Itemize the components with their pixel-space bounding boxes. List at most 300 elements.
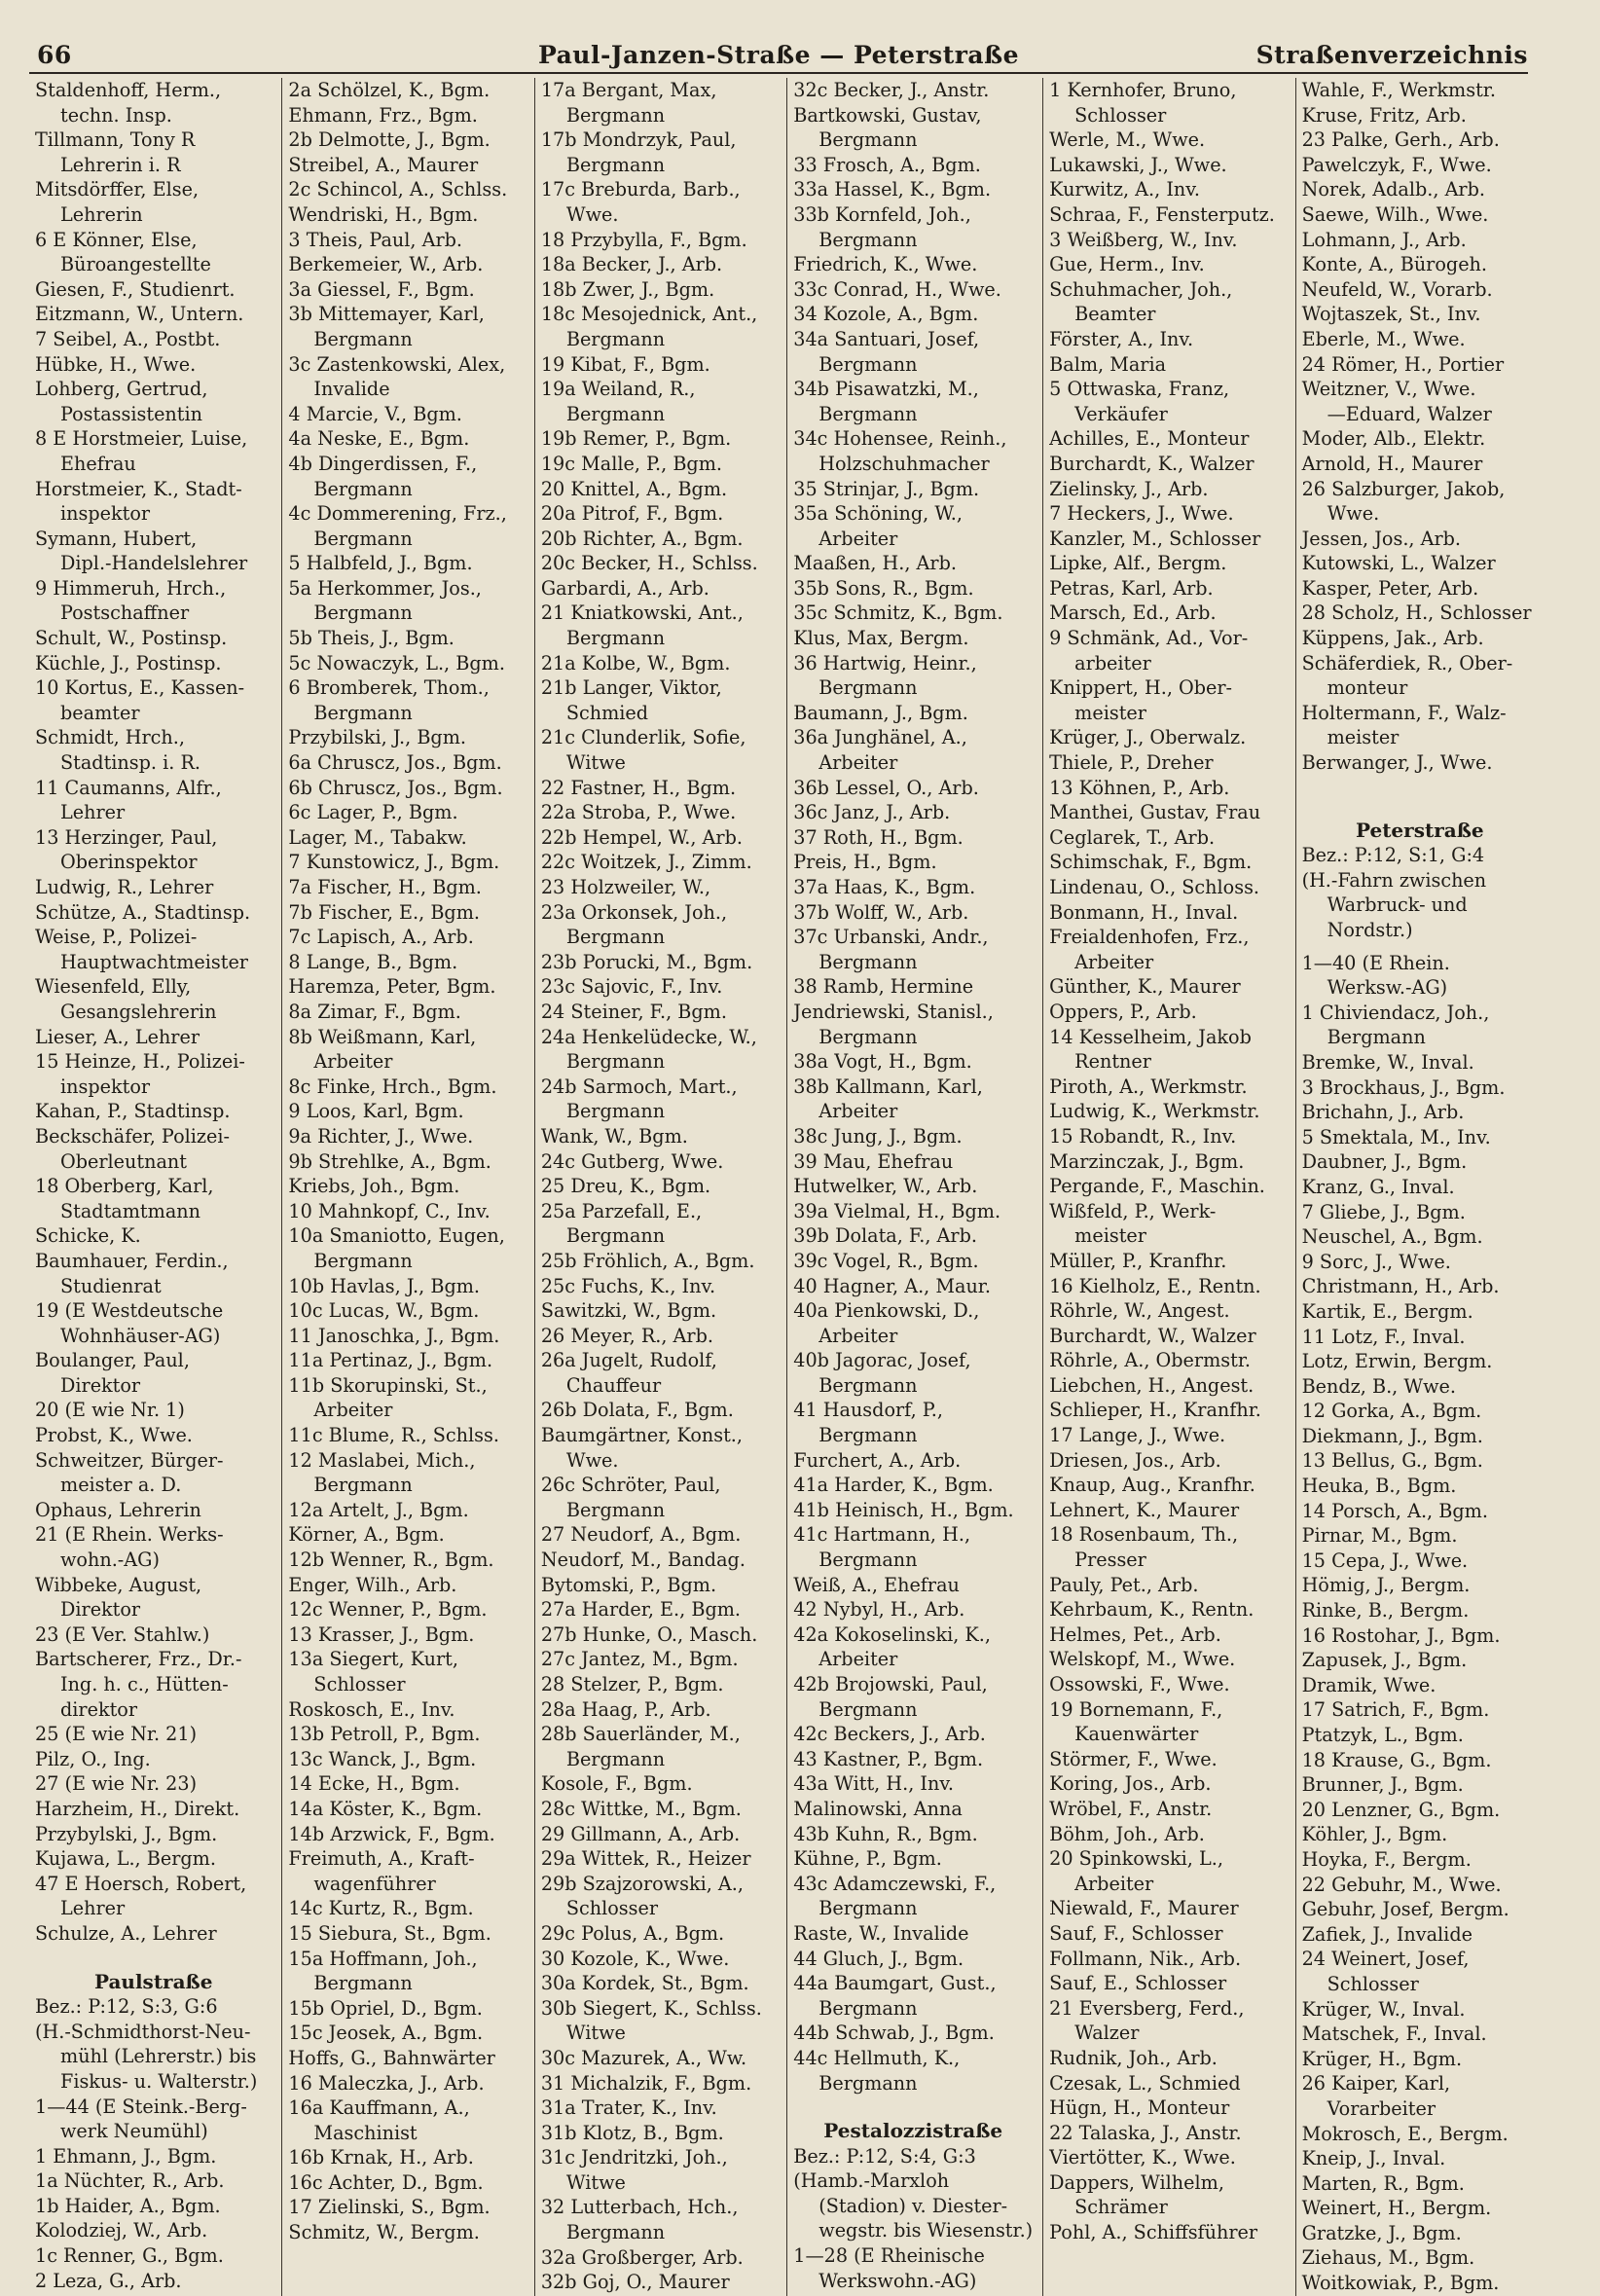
directory-line: Eitzmann, W., Untern. — [35, 303, 244, 326]
directory-line: Arbeiter — [1074, 950, 1154, 973]
directory-line: meister — [1327, 726, 1400, 749]
directory-line: 12b Wenner, R., Bgm. — [288, 1549, 494, 1572]
directory-line: 26 Salzburger, Jakob, — [1301, 477, 1506, 500]
directory-line: Brunner, J., Bgm. — [1301, 1773, 1464, 1797]
directory-line: 41a Harder, K., Bgm. — [793, 1474, 994, 1497]
directory-line: 14 Porsch, A., Bgm. — [1301, 1499, 1488, 1522]
directory-line: 20 (E wie Nr. 1) — [35, 1399, 185, 1422]
directory-line: Küchle, J., Postinsp. — [35, 651, 222, 674]
directory-line: 15b Opriel, D., Bgm. — [288, 1996, 483, 2020]
directory-line: Lotz, Erwin, Bergm. — [1301, 1350, 1493, 1373]
directory-line: Dappers, Wilhelm, — [1049, 2170, 1224, 2194]
directory-line: Lindenau, O., Schloss. — [1049, 876, 1260, 898]
directory-line: 1—40 (E Rhein. — [1301, 951, 1450, 974]
directory-line: 11c Blume, R., Schlss. — [288, 1424, 499, 1447]
directory-line: 3 Theis, Paul, Arb. — [288, 228, 463, 251]
directory-line: 38 Ramb, Hermine — [793, 975, 974, 999]
directory-line: 27 (E wie Nr. 23) — [35, 1772, 198, 1796]
directory-line: Zielinsky, J., Arb. — [1049, 477, 1209, 500]
directory-line: 2c Schincol, A., Schlss. — [288, 178, 508, 201]
directory-line: 13b Petroll, P., Bgm. — [288, 1723, 481, 1746]
directory-line: 31a Trater, K., Inv. — [540, 2096, 717, 2120]
directory-line: Bergmann — [818, 402, 918, 425]
directory-line: Bergmann — [818, 1373, 918, 1397]
directory-line: Lukawski, J., Wwe. — [1049, 153, 1227, 176]
directory-line: 13 Köhnen, P., Arb. — [1049, 776, 1230, 799]
directory-line: Knaup, Aug., Kranfhr. — [1049, 1474, 1255, 1497]
directory-line: Kriebs, Joh., Bgm. — [288, 1175, 460, 1198]
directory-line: 39a Vielmal, H., Bgm. — [793, 1199, 1001, 1222]
directory-line: 20 Spinkowski, L., — [1049, 1847, 1223, 1871]
directory-column — [534, 78, 779, 2296]
directory-line: Mokrosch, E., Bergm. — [1301, 2122, 1509, 2145]
directory-line: 41b Heinisch, H., Bgm. — [793, 1498, 1014, 1521]
directory-line: Diekmann, J., Bgm. — [1301, 1424, 1483, 1447]
directory-line: 18 Przybylla, F., Bgm. — [540, 228, 747, 251]
directory-line: Piroth, A., Werkmstr. — [1049, 1075, 1248, 1098]
directory-line: 29 Gillmann, A., Arb. — [540, 1822, 741, 1845]
directory-line: 23c Sajovic, F., Inv. — [540, 975, 723, 999]
directory-line: 24 Römer, H., Portier — [1301, 352, 1505, 376]
directory-line: Eberle, M., Wwe. — [1301, 327, 1466, 350]
directory-line: Büroangestellte — [60, 253, 211, 276]
directory-line: Günther, K., Maurer — [1049, 975, 1241, 999]
directory-line: 23 (E Ver. Stahlw.) — [35, 1622, 210, 1646]
directory-line: Direktor — [60, 1598, 141, 1622]
directory-line: Verkäufer — [1074, 402, 1168, 425]
directory-line: 20a Pitrof, F., Bgm. — [540, 502, 724, 526]
directory-line: 44a Baumgart, Gust., — [793, 1972, 997, 1995]
directory-line: 21c Clunderlik, Sofie, — [540, 726, 746, 749]
directory-line: Pergande, F., Maschin. — [1049, 1175, 1265, 1198]
directory-line — [793, 2096, 1033, 2115]
directory-line: 44 Gluch, J., Bgm. — [793, 1947, 964, 1970]
directory-line: Oberleutnant — [60, 1149, 187, 1173]
directory-line: Bergmann — [565, 926, 666, 949]
directory-line: 44b Schwab, J., Bgm. — [793, 2022, 995, 2045]
directory-line: 34c Hohensee, Reinh., — [793, 427, 1007, 451]
directory-line: Kosole, F., Bgm. — [540, 1772, 693, 1796]
directory-line: 19 Kibat, F., Bgm. — [540, 352, 710, 376]
directory-line: Boulanger, Paul, — [35, 1349, 190, 1372]
directory-line: Vorarbeiter — [1327, 2096, 1436, 2120]
directory-line: 35c Schmitz, K., Bgm. — [793, 601, 1003, 625]
directory-line: 24a Henkelüdecke, W., — [540, 1025, 757, 1048]
directory-line: Baumgärtner, Konst., — [540, 1424, 743, 1447]
directory-line: 17 Lange, J., Wwe. — [1049, 1424, 1226, 1447]
directory-line: 3c Zastenkowski, Alex, — [288, 352, 506, 376]
directory-line: 28 Scholz, H., Schlosser — [1301, 601, 1532, 625]
directory-line: 7b Fischer, E., Bgm. — [288, 900, 481, 924]
directory-line: 29c Polus, A., Bgm. — [540, 1921, 725, 1945]
directory-line: Chauffeur — [565, 1373, 662, 1397]
directory-line: 15a Hoffmann, Joh., — [288, 1947, 478, 1970]
directory-line: Preis, H., Bgm. — [793, 851, 937, 874]
directory-line: 17 Zielinski, S., Bgm. — [288, 2196, 491, 2219]
directory-line: Kühne, P., Bgm. — [793, 1847, 942, 1871]
directory-line: Hömig, J., Bergm. — [1301, 1574, 1471, 1597]
directory-line: Marten, R., Bgm. — [1301, 2171, 1465, 2195]
directory-line: 19b Remer, P., Bgm. — [540, 427, 732, 451]
directory-line: 21 Eversberg, Ferd., — [1049, 1996, 1245, 2020]
directory-line: Thiele, P., Dreher — [1049, 751, 1214, 775]
directory-line: 36b Lessel, O., Arb. — [793, 776, 979, 799]
directory-line: Schult, W., Postinsp. — [35, 627, 228, 650]
directory-line: 32a Großberger, Arb. — [540, 2245, 744, 2269]
directory-line: 20 Knittel, A., Bgm. — [540, 477, 728, 500]
directory-line: Woitkowiak, P., Bgm. — [1301, 2272, 1500, 2295]
directory-line: Schicke, K. — [35, 1224, 141, 1248]
directory-line: 38c Jung, J., Bgm. — [793, 1124, 963, 1148]
directory-line: 20b Richter, A., Bgm. — [540, 527, 744, 550]
directory-line: mühl (Lehrerstr.) bis — [60, 2045, 257, 2068]
directory-line: 26 Kaiper, Karl, — [1301, 2072, 1451, 2096]
directory-line: 26c Schröter, Paul, — [540, 1474, 721, 1497]
directory-line: 36a Junghänel, A., — [793, 726, 967, 749]
directory-line: 16c Achter, D., Bgm. — [288, 2170, 484, 2194]
directory-line: Arbeiter — [818, 1324, 898, 1347]
directory-line: Neudorf, M., Bandag. — [540, 1549, 745, 1572]
directory-line: 14 Ecke, H., Bgm. — [288, 1772, 460, 1796]
directory-line: werk Neumühl) — [60, 2120, 208, 2143]
directory-line: 7a Fischer, H., Bgm. — [288, 876, 482, 898]
directory-line: 8c Finke, Hrch., Bgm. — [288, 1075, 497, 1098]
directory-line: Kurwitz, A., Inv. — [1049, 178, 1200, 201]
directory-line: 6c Lager, P., Bgm. — [288, 801, 458, 824]
directory-line: Schweitzer, Bürger- — [35, 1448, 224, 1472]
directory-line: Koring, Jos., Arb. — [1049, 1772, 1212, 1796]
directory-line: 29b Szajzorowski, A., — [540, 1872, 744, 1895]
directory-line: 23 Holzweiler, W., — [540, 876, 711, 898]
directory-line: 28b Sauerländer, M., — [540, 1723, 741, 1746]
directory-line: 10 Kortus, E., Kassen- — [35, 676, 245, 700]
directory-line: Postschaffner — [60, 601, 190, 625]
directory-line — [35, 1947, 272, 1966]
directory-line: 37c Urbanski, Andr., — [793, 926, 989, 949]
directory-line: 2b Delmotte, J., Bgm. — [288, 128, 491, 152]
directory-line: Ossowski, F., Wwe. — [1049, 1673, 1230, 1695]
directory-line: Przybylski, J., Bgm. — [35, 1822, 218, 1845]
directory-line: Beckschäfer, Polizei- — [35, 1124, 230, 1148]
directory-line: 14c Kurtz, R., Bgm. — [288, 1897, 474, 1920]
directory-line: Werkswohn.-AG) — [818, 2269, 977, 2292]
directory-line: 16 Kielholz, E., Rentn. — [1049, 1274, 1261, 1297]
directory-line: 22b Hempel, W., Arb. — [540, 825, 743, 849]
directory-line: Bergmann — [565, 1100, 666, 1123]
directory-line: 33b Kornfeld, Joh., — [793, 202, 971, 226]
directory-line: 16 Maleczka, J., Arb. — [288, 2071, 485, 2095]
directory-line: Ing. h. c., Hütten- — [60, 1673, 229, 1695]
directory-line: Weitzner, V., Wwe. — [1301, 378, 1476, 401]
directory-line: 42c Beckers, J., Arb. — [793, 1723, 986, 1746]
directory-line: 10c Lucas, W., Bgm. — [288, 1299, 480, 1323]
directory-line: 44c Hellmuth, K., — [793, 2046, 961, 2069]
directory-line: Kruse, Fritz, Arb. — [1301, 103, 1467, 127]
directory-line: Harzheim, H., Direkt. — [35, 1797, 240, 1820]
directory-line: Zafiek, J., Invalide — [1301, 1922, 1473, 1946]
directory-line: Giesen, F., Studienrt. — [35, 277, 236, 301]
directory-line: Bergmann — [565, 402, 666, 425]
directory-line: Gesangslehrerin — [60, 1000, 217, 1023]
directory-line: Bergmann — [313, 701, 413, 724]
directory-line: 14b Arzwick, F., Bgm. — [288, 1822, 495, 1845]
directory-line: Lager, M., Tabakw. — [288, 825, 467, 849]
directory-line: Saewe, Wilh., Wwe. — [1301, 202, 1489, 226]
directory-line: Lohberg, Gertrud, — [35, 378, 208, 401]
directory-line: Arbeiter — [818, 751, 898, 775]
directory-line: Lohmann, J., Arb. — [1301, 228, 1467, 251]
directory-line: 8a Zimar, F., Bgm. — [288, 1000, 461, 1023]
directory-line: 42 Nybyl, H., Arb. — [793, 1598, 965, 1622]
directory-line: 25c Fuchs, K., Inv. — [540, 1274, 716, 1297]
directory-line: Neuschel, A., Bgm. — [1301, 1225, 1483, 1249]
directory-line: 31 Michalzik, F., Bgm. — [540, 2071, 752, 2095]
directory-line: Beamter — [1074, 303, 1156, 326]
directory-line: Norek, Adalb., Arb. — [1301, 178, 1485, 201]
directory-line: Kutowski, L., Walzer — [1301, 552, 1496, 575]
directory-line: 9 Loos, Karl, Bgm. — [288, 1100, 464, 1123]
directory-line: 10b Havlas, J., Bgm. — [288, 1274, 481, 1297]
directory-line: 11a Pertinaz, J., Bgm. — [288, 1349, 493, 1372]
directory-line: 40a Pienkowski, D., — [793, 1299, 980, 1323]
directory-line: Lehnert, K., Maurer — [1049, 1498, 1240, 1521]
directory-line: Krüger, W., Inval. — [1301, 1997, 1466, 2021]
directory-line: Bergmann — [313, 527, 413, 550]
directory-line: 13a Siegert, Kurt, — [288, 1648, 458, 1671]
directory-line: Bergmann — [565, 1050, 666, 1074]
directory-line: Horstmeier, K., Stadt- — [35, 477, 242, 500]
directory-line: Petras, Karl, Arb. — [1049, 576, 1214, 600]
directory-line: Bartscherer, Frz., Dr.- — [35, 1648, 242, 1671]
directory-line: Warbruck- und — [1327, 893, 1468, 917]
directory-line: 43c Adamczewski, F., — [793, 1872, 997, 1895]
directory-line: Pilz, O., Ing. — [35, 1747, 151, 1770]
directory-line: 1 Ehmann, J., Bgm. — [35, 2144, 217, 2168]
street-heading: Pestalozzistraße — [823, 2119, 1003, 2143]
directory-line: 23a Orkonsek, Joh., — [540, 900, 728, 924]
directory-line: Gratzke, J., Bgm. — [1301, 2221, 1462, 2244]
directory-line: Arbeiter — [818, 527, 898, 550]
street-heading: Peterstraße — [1355, 818, 1484, 842]
directory-line: 41 Hausdorf, P., — [793, 1399, 943, 1422]
directory-line: 22 Talaska, J., Anstr. — [1049, 2121, 1242, 2144]
directory-line: arbeiter — [1074, 651, 1151, 674]
directory-line: Schmitz, W., Bergm. — [288, 2221, 480, 2244]
directory-line: 34 Kozole, A., Bgm. — [793, 303, 979, 326]
directory-line: Pauly, Pet., Arb. — [1049, 1573, 1199, 1596]
directory-line: Bergmann — [565, 153, 666, 176]
directory-line: Bergmann — [565, 627, 666, 650]
directory-line: 42a Kokoselinski, K., — [793, 1622, 991, 1646]
directory-line: Witwe — [565, 2170, 626, 2194]
directory-line: 22 Fastner, H., Bgm. — [540, 776, 737, 799]
directory-line: Zapusek, J., Bgm. — [1301, 1649, 1468, 1672]
directory-line: Wojtaszek, St., Inv. — [1301, 303, 1481, 326]
directory-line: Streibel, A., Maurer — [288, 153, 479, 176]
directory-line: Christmann, H., Arb. — [1301, 1275, 1500, 1298]
directory-line: Kahan, P., Stadtinsp. — [35, 1100, 231, 1123]
directory-line: Wendriski, H., Bgm. — [288, 202, 479, 226]
directory-line: Marsch, Ed., Arb. — [1049, 601, 1217, 625]
directory-line: wagenführer — [313, 1872, 436, 1895]
directory-line: Balm, Maria — [1049, 352, 1167, 376]
directory-line: 11b Skorupinski, St., — [288, 1373, 488, 1397]
directory-line: 32 Lutterbach, Hch., — [540, 2196, 739, 2219]
directory-line: Weise, P., Polizei- — [35, 926, 198, 949]
directory-line — [1302, 943, 1538, 951]
directory-line: 26b Dolata, F., Bgm. — [540, 1399, 734, 1422]
directory-line: 7c Lapisch, A., Arb. — [288, 926, 474, 949]
directory-line: 31b Klotz, B., Bgm. — [540, 2121, 724, 2144]
directory-line: Bremke, W., Inval. — [1301, 1050, 1474, 1074]
directory-line: Holtermann, F., Walz- — [1301, 701, 1507, 724]
directory-line: Schlosser — [1074, 103, 1167, 127]
directory-line: Hauptwachtmeister — [60, 950, 248, 973]
directory-line: Rudnik, Joh., Arb. — [1049, 2046, 1218, 2069]
directory-line: 23 Palke, Gerh., Arb. — [1301, 128, 1500, 152]
directory-line: Schlosser — [565, 1897, 659, 1920]
directory-line: Wiesenfeld, Elly, — [35, 975, 192, 999]
directory-line: Bartkowski, Gustav, — [793, 103, 982, 127]
directory-line: Bendz, B., Wwe. — [1301, 1374, 1456, 1398]
directory-line: Lipke, Alf., Bergm. — [1049, 552, 1227, 575]
directory-line: 1 Kernhofer, Bruno, — [1049, 79, 1237, 101]
directory-line: Bergmann — [818, 1697, 918, 1721]
directory-line: Kolodziej, W., Arb. — [35, 2219, 208, 2242]
directory-line: Wröbel, F., Anstr. — [1049, 1797, 1213, 1820]
directory-line: Freialdenhofen, Frz., — [1049, 926, 1250, 949]
directory-line: 43b Kuhn, R., Bgm. — [793, 1822, 978, 1845]
directory-line: Lehrerin — [60, 202, 143, 226]
directory-line: 31c Jendritzki, Joh., — [540, 2146, 728, 2169]
directory-line: Dramik, Wwe. — [1301, 1673, 1436, 1696]
directory-line: Schimschak, F., Bgm. — [1049, 851, 1253, 874]
directory-line: Schäferdiek, R., Ober- — [1301, 651, 1513, 674]
directory-line: 11 Lotz, F., Inval. — [1301, 1325, 1466, 1348]
page-number: 66 — [37, 41, 72, 69]
directory-line: 14a Köster, K., Bgm. — [288, 1797, 483, 1820]
directory-line: 15 Heinze, H., Polizei- — [35, 1050, 245, 1074]
directory-line: Kauenwärter — [1074, 1723, 1199, 1746]
directory-line: 17a Bergant, Max, — [540, 79, 717, 101]
directory-line: 25 (E wie Nr. 21) — [35, 1723, 198, 1746]
directory-line: (Stadion) v. Diester- — [818, 2194, 1008, 2217]
directory-line: Ehefrau — [60, 452, 136, 475]
directory-line: 16b Krnak, H., Arb. — [288, 2146, 474, 2169]
directory-line: 6 Bromberek, Thom., — [288, 676, 490, 700]
directory-line: Nordstr.) — [1327, 919, 1413, 941]
directory-line: Freimuth, A., Kraft- — [288, 1847, 475, 1871]
directory-line: 27b Hunke, O., Masch. — [540, 1622, 758, 1646]
directory-line: Ehmann, Frz., Bgm. — [288, 103, 478, 127]
directory-line: 20c Becker, H., Schlss. — [540, 552, 758, 575]
directory-line: 30c Mazurek, A., Ww. — [540, 2046, 747, 2069]
directory-line: Studienrat — [60, 1274, 162, 1297]
directory-line: Bez.: P:12, S:4, G:3 — [793, 2144, 976, 2168]
directory-line: Witwe — [565, 2022, 626, 2045]
directory-line: Przybilski, J., Bgm. — [288, 726, 466, 749]
directory-line: 33 Frosch, A., Bgm. — [793, 153, 981, 176]
directory-column — [281, 78, 526, 2296]
directory-line: techn. Insp. — [60, 103, 172, 127]
directory-line: Moder, Alb., Elektr. — [1301, 427, 1486, 451]
directory-line: 36c Janz, J., Arb. — [793, 801, 951, 824]
directory-line: Bergmann — [818, 1897, 918, 1920]
directory-line: Ludwig, K., Werkmstr. — [1049, 1100, 1260, 1123]
directory-line: Ptatzyk, L., Bgm. — [1301, 1724, 1464, 1746]
directory-line: 37b Wolff, W., Arb. — [793, 900, 969, 924]
directory-line: 21 (E Rhein. Werks- — [35, 1523, 224, 1547]
directory-line: Baumhauer, Ferdin., — [35, 1249, 229, 1272]
directory-line: Rinke, B., Bergm. — [1301, 1599, 1470, 1622]
directory-line: 25a Parzefall, E., — [540, 1199, 703, 1222]
directory-line: 10 Mahnkopf, C., Inv. — [288, 1199, 491, 1222]
directory-line: Oppers, P., Arb. — [1049, 1000, 1197, 1023]
directory-line: 5b Theis, J., Bgm. — [288, 627, 455, 650]
directory-line: 16a Kauffmann, A., — [288, 2096, 470, 2120]
directory-line: 18b Zwer, J., Bgm. — [540, 277, 715, 301]
directory-line: (Hamb.-Marxloh — [793, 2169, 950, 2193]
directory-line: (H.-Schmidthorst-Neu- — [35, 2020, 251, 2043]
directory-line: Wwe. — [565, 1448, 619, 1472]
directory-line: Tillmann, Tony R — [35, 128, 196, 152]
directory-line: Förster, A., Inv. — [1049, 327, 1194, 350]
directory-line: 3a Giessel, F., Bgm. — [288, 277, 475, 301]
directory-line: 26a Jugelt, Rudolf, — [540, 1349, 717, 1372]
directory-line: Schraa, F., Fensterputz. — [1049, 202, 1275, 226]
directory-line: Witwe — [565, 751, 626, 775]
directory-line: —Eduard, Walzer — [1327, 402, 1492, 425]
directory-line: Ludwig, R., Lehrer — [35, 876, 214, 898]
directory-line: 27c Jantez, M., Bgm. — [540, 1648, 739, 1671]
directory-line: 1—44 (E Steink.-Berg- — [35, 2095, 247, 2118]
directory-line: 19c Malle, P., Bgm. — [540, 452, 723, 475]
directory-line: Niewald, F., Maurer — [1049, 1897, 1239, 1920]
directory-line: 39b Dolata, F., Arb. — [793, 1224, 977, 1248]
directory-line: Bergmann — [818, 2071, 918, 2095]
directory-line: Kujawa, L., Bergm. — [35, 1847, 216, 1871]
directory-line: Hoyka, F., Bergm. — [1301, 1847, 1472, 1871]
directory-line: Bergmann — [313, 1249, 413, 1272]
directory-line: Werksw.-AG) — [1327, 976, 1448, 1000]
directory-line: Kartik, E., Bergm. — [1301, 1299, 1473, 1323]
directory-line: Krüger, J., Oberwalz. — [1049, 726, 1247, 749]
directory-line: 24 Steiner, F., Bgm. — [540, 1000, 727, 1023]
directory-line: Bez.: P:12, S:1, G:4 — [1301, 844, 1485, 867]
directory-line: Krüger, H., Bgm. — [1301, 2047, 1463, 2070]
directory-line: meister — [1074, 701, 1146, 724]
directory-line: Kneip, J., Inval. — [1301, 2147, 1446, 2170]
page-header — [29, 39, 1528, 74]
directory-line: 17 Satrich, F., Bgm. — [1301, 1698, 1490, 1722]
directory-line: Arbeiter — [1074, 1872, 1154, 1895]
directory-line: 30 Kozole, K., Wwe. — [540, 1947, 730, 1970]
directory-line: 42b Brojowski, Paul, — [793, 1673, 988, 1695]
directory-line: Mitsdörffer, Else, — [35, 178, 200, 201]
directory-line: 21a Kolbe, W., Bgm. — [540, 651, 731, 674]
directory-line: Welskopf, M., Wwe. — [1049, 1648, 1236, 1671]
directory-line: Presser — [1074, 1549, 1146, 1572]
directory-line: Fiskus- u. Walterstr.) — [60, 2069, 258, 2093]
directory-line: 2 Leza, G., Arb. — [35, 2269, 182, 2292]
directory-line: 40 Hagner, A., Maur. — [793, 1274, 991, 1297]
directory-line: 8 E Horstmeier, Luise, — [35, 427, 248, 451]
directory-line: 1—28 (E Rheinische — [793, 2244, 985, 2268]
directory-line: 22c Woitzek, J., Zimm. — [540, 851, 752, 874]
directory-line: Arbeiter — [818, 1100, 898, 1123]
directory-line: 25 Dreu, K., Bgm. — [540, 1175, 711, 1198]
directory-line: 8 Lange, B., Bgm. — [288, 950, 458, 973]
